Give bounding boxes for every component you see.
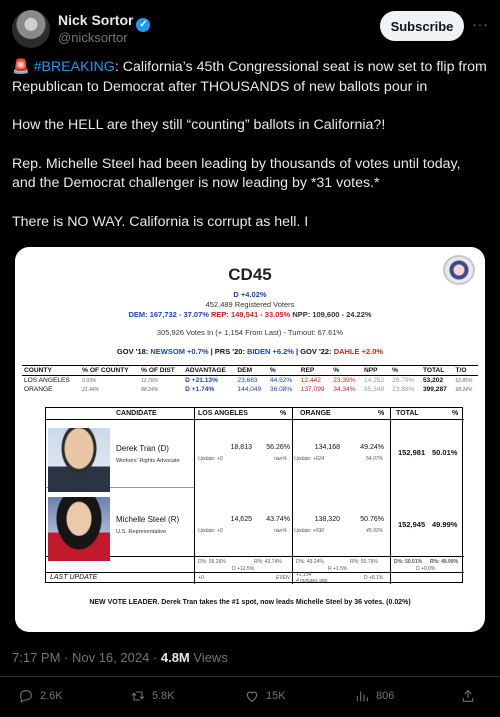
tweet-text — [12, 58, 488, 251]
header-orange-pct: % — [378, 410, 385, 417]
header-total: TOTAL — [396, 410, 419, 417]
action-bar — [0, 688, 500, 708]
views-count: 4.8M — [160, 650, 190, 665]
county-seal-logo — [443, 255, 475, 285]
county-table-header: COUNTY % OF COUNTY % OF DIST ADVANTAGE DEM % REP % NPP % TOTAL T/O — [22, 366, 478, 376]
table-row: LOS ANGELES 0.93% 11.76% D +21.13% 23,683 44.52% 12,442 23.39% 14,252 26.79% 53,202 62.85% — [24, 377, 473, 384]
past-elections: GOV '18: NEWSOM +0.7% | PRS '20: BIDEN +6.2% | GOV '22: DAHLE +2.0% — [116, 347, 384, 356]
like-button[interactable]: 15K — [244, 688, 286, 704]
attached-image[interactable] — [15, 247, 485, 632]
analytics-icon — [354, 688, 370, 704]
district-title: CD45 — [228, 265, 272, 284]
table-row: ORANGE 21.44% 88.24% D +1.74% 144,049 36.08% 137,099 34.34% 95,348 23.88% 399,287 68.24% — [24, 386, 473, 393]
county-table — [22, 365, 478, 394]
verified-badge-icon: ✓ — [136, 18, 150, 32]
registration-breakdown: DEM: 167,732 - 37.07% REP: 149,541 - 33.05% NPP: 109,600 - 24.22% — [128, 310, 372, 319]
repost-button[interactable]: 5.8K — [130, 688, 175, 704]
reply-button[interactable]: 2.6K — [18, 688, 63, 704]
more-options-icon[interactable]: ··· — [472, 16, 489, 32]
header-total-pct: % — [452, 410, 459, 417]
tweet-paragraph-1: : California’s 45th Congressional seat is now set to flip from Republican to Democrat after THOUSANDS of new ballots pour in — [12, 59, 487, 95]
share-button[interactable] — [460, 688, 476, 704]
turnout-line: 305,926 Votes In (+ 1,154 From Last) - Turnout: 67.61% — [156, 328, 344, 337]
last-update-label: LAST UPDATE — [50, 574, 98, 581]
tweet-paragraph-4: There is NO WAY. California is corrupt as hell. I — [12, 213, 309, 230]
card-footer-note: NEW VOTE LEADER. Derek Tran takes the #1 spot, now leads Michelle Steel by 36 votes. (0.02%) — [89, 599, 411, 606]
reply-icon — [18, 688, 34, 704]
views-button[interactable]: 806 — [354, 688, 394, 704]
candidate-photo-tran — [48, 428, 110, 492]
tweet-header — [12, 10, 488, 50]
candidate-photo-steel — [48, 497, 110, 561]
candidate-row-steel: Michelle Steel (R) U.S. Representative — [46, 489, 194, 556]
header-la: LOS ANGELES — [198, 410, 248, 417]
header-orange: ORANGE — [300, 410, 331, 417]
siren-emoji: 🚨 — [12, 59, 30, 75]
repost-icon — [130, 688, 146, 704]
candidate-row-tran: Derek Tran (D) Workers' Rights Advocate — [46, 420, 194, 488]
heart-icon — [244, 688, 260, 704]
share-icon — [460, 688, 476, 704]
display-name[interactable]: Nick Sortor ✓ — [58, 12, 150, 32]
header-la-pct: % — [280, 410, 287, 417]
avatar[interactable] — [12, 10, 50, 48]
divider — [0, 676, 500, 677]
header-candidate: CANDIDATE — [116, 410, 157, 417]
registered-voters: 452,489 Registered Voters — [205, 300, 295, 309]
tweet-paragraph-2: How the HELL are they still “counting” ballots in California?! — [12, 117, 386, 133]
timestamp[interactable]: 7:17 PM · Nov 16, 2024 · 4.8M Views — [12, 650, 228, 665]
tweet-paragraph-3: Rep. Michelle Steel had been leading by thousands of votes until today, and the Democrat challenger is now leading by *31 votes.* — [12, 155, 461, 191]
subscribe-button[interactable]: Subscribe — [380, 11, 464, 41]
district-margin: D +4.02% — [233, 290, 267, 299]
handle[interactable]: @nicksortor — [58, 30, 128, 45]
results-table: CANDIDATE LOS ANGELES % ORANGE % TOTAL % Derek Tran (D) Workers' Rights Advocate 18,813 56.26% Update: +0 nan% 134,168 49.24% Update: +624 54.07% 152,981 50.01% Michelle Steel (R) U.S. Representative 14,625 43.74% Update: +0 nan% 138,320 50.76% Update: +530 45.93% 152,945 49.99% D%: 56.26% R%: 43.74% D +12.5% D%: 49.24% R%: 50.76% R +1.5% D%: 50.01% R%: 49.99% D +0.0% LAST UPDATE +0 EVEN +1,154 4 minutes ago D +8.1% — [45, 407, 463, 583]
hashtag-link[interactable]: #BREAKING — [33, 59, 115, 75]
